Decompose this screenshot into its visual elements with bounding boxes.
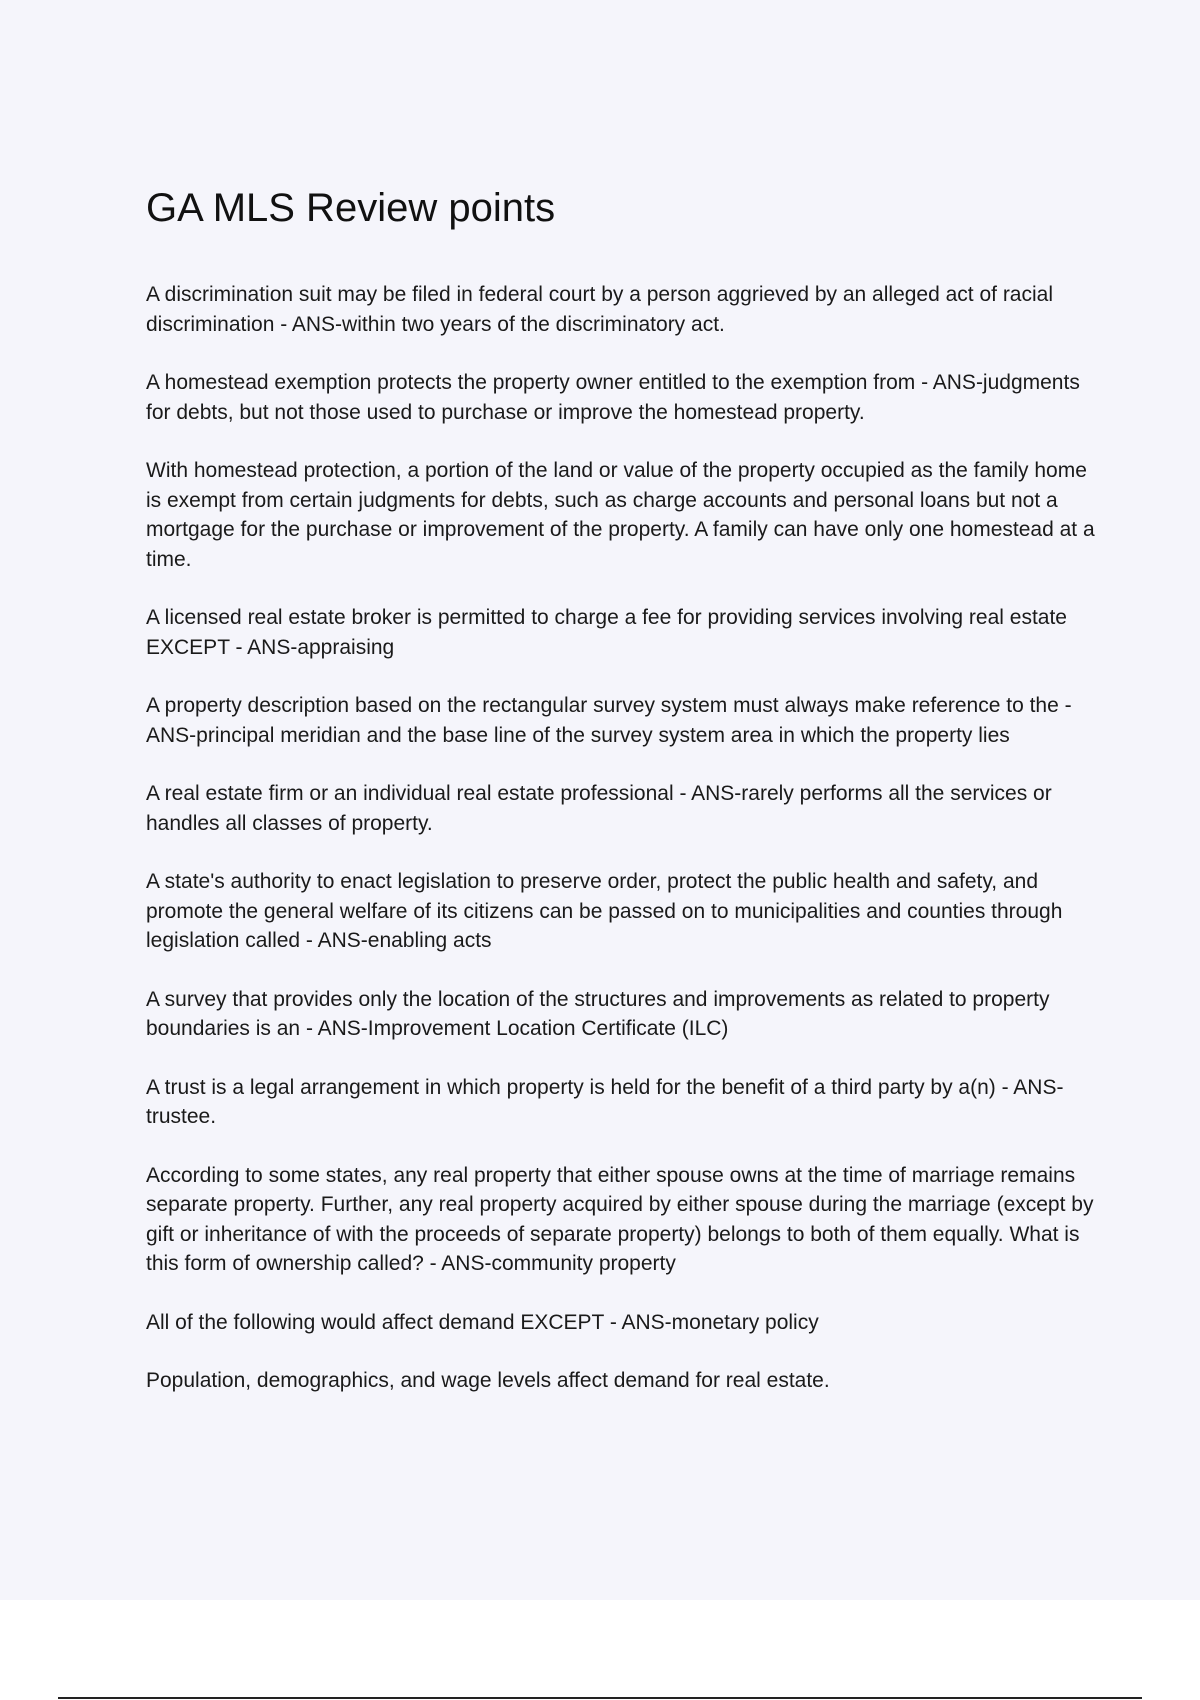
- document-content: [146, 184, 1096, 1425]
- paragraph: All of the following would affect demand EXCEPT - ANS-monetary policy: [146, 1310, 819, 1334]
- paragraph: A real estate firm or an individual real estate professional - ANS-rarely performs all the services or handles all classes of property.: [146, 782, 1052, 835]
- paragraph: A homestead exemption protects the property owner entitled to the exemption from - ANS-judgments for debts, but not those used to purchase or improve the homestead property.: [146, 371, 1080, 424]
- paragraph: A trust is a legal arrangement in which property is held for the benefit of a third party by a(n) - ANS-trustee.: [146, 1075, 1064, 1128]
- footer-divider: [58, 1697, 1142, 1699]
- page-title: GA MLS Review points: [146, 186, 556, 230]
- paragraph: A survey that provides only the location of the structures and improvements as related to property boundaries is an - ANS-Improvement Location Certificate (ILC): [146, 987, 1050, 1040]
- paragraph: According to some states, any real property that either spouse owns at the time of marriage remains separate property. Further, any real property acquired by either spouse during the marriage (except by gift or inheritance of with the proceeds of separate property) belongs to both of them equally. What is this form of ownership called? - ANS-community property: [146, 1163, 1094, 1275]
- paragraph: A licensed real estate broker is permitted to charge a fee for providing services involving real estate EXCEPT - ANS-appraising: [146, 606, 1067, 659]
- paragraph: A property description based on the rectangular survey system must always make reference to the - ANS-principal meridian and the base line of the survey system area in which the property lies: [146, 694, 1072, 747]
- paragraph: A discrimination suit may be filed in federal court by a person aggrieved by an alleged act of racial discrimination - ANS-within two years of the discriminatory act.: [146, 283, 1053, 336]
- paragraph: With homestead protection, a portion of the land or value of the property occupied as the family home is exempt from certain judgments for debts, such as charge accounts and personal loans but not a mortgage for the purchase or improvement of the property. A family can have only one homestead at a time.: [146, 459, 1095, 571]
- paragraph: A state's authority to enact legislation to preserve order, protect the public health and safety, and promote the general welfare of its citizens can be passed on to municipalities and counties through legislation called - ANS-enabling acts: [146, 870, 1063, 952]
- paragraph: Population, demographics, and wage levels affect demand for real estate.: [146, 1369, 830, 1392]
